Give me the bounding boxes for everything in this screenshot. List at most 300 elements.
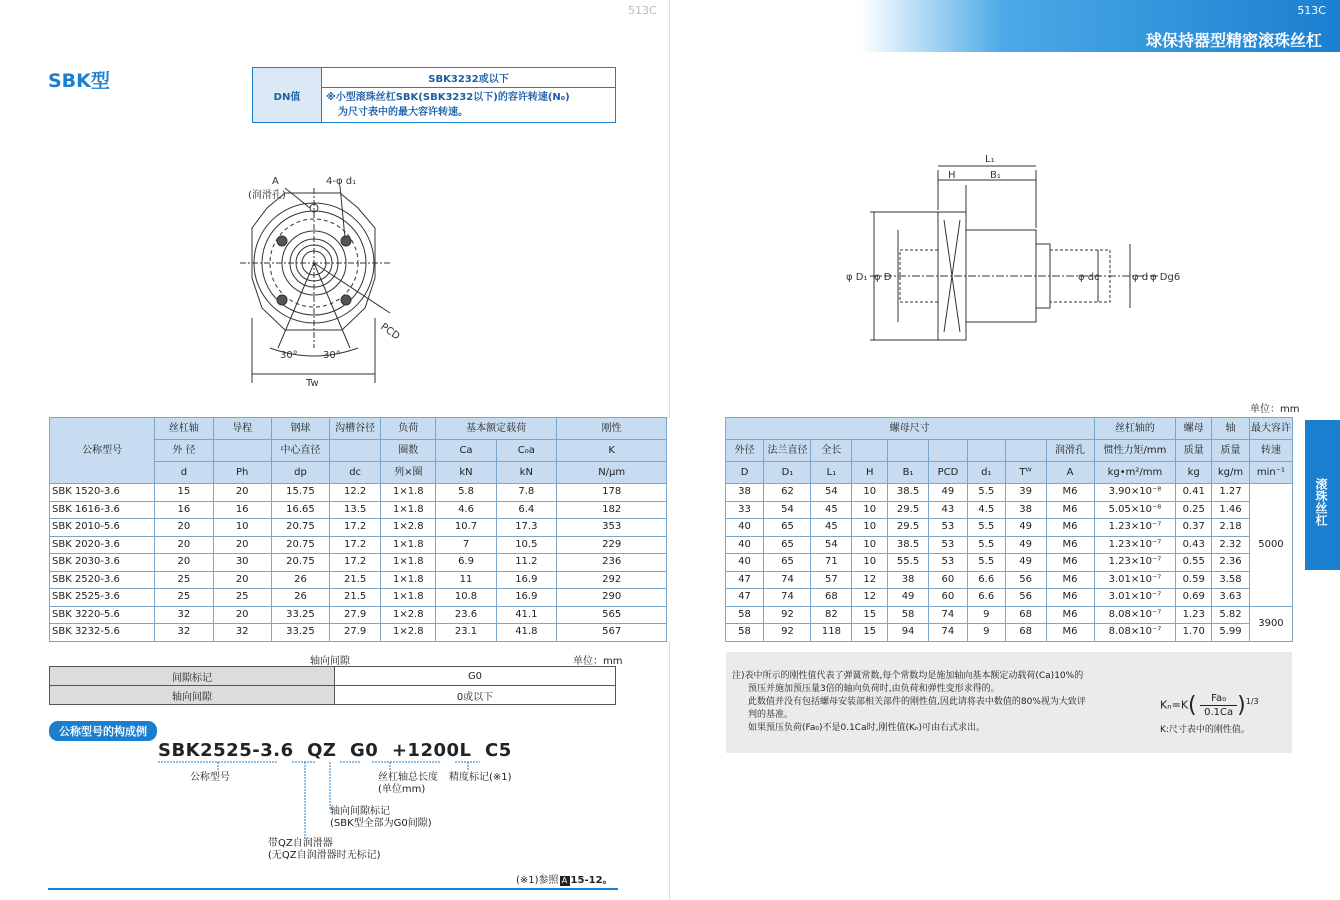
table-cell: 60	[929, 589, 968, 607]
table-cell: 20.75	[271, 536, 329, 554]
clearance-label-1: 间隙标记	[50, 667, 335, 686]
table-cell: 1×2.8	[381, 606, 436, 624]
col-load: 负荷	[381, 418, 436, 440]
table-cell: 0.55	[1176, 554, 1212, 572]
table-cell: 62	[764, 484, 811, 502]
col-nut: 螺母尺寸	[725, 418, 1094, 440]
table-cell: 0.43	[1176, 536, 1212, 554]
caption-qz-1: 带QZ自润滑器	[268, 838, 333, 849]
table-cell: SBK 3220-5.6	[50, 606, 155, 624]
table-cell: 1×2.8	[381, 624, 436, 642]
unit-L1: L₁	[811, 462, 852, 484]
table-cell: M6	[1046, 624, 1094, 642]
table-row	[50, 501, 1293, 519]
clearance-value-2: 0或以下	[335, 686, 616, 705]
table-cell: 55.5	[888, 554, 929, 572]
table-cell: 38.5	[888, 484, 929, 502]
table-row	[50, 536, 1293, 554]
table-cell: 49	[1005, 536, 1046, 554]
table-cell: M6	[1046, 519, 1094, 537]
table-cell: 5.5	[967, 484, 1005, 502]
col-len: 全长	[811, 440, 852, 462]
unit-B1: B₁	[888, 462, 929, 484]
table-cell: 25	[155, 589, 213, 607]
table-cell: 1.23×10⁻⁷	[1094, 519, 1176, 537]
table-cell: 6.4	[496, 501, 556, 519]
table-cell: SBK 1616-3.6	[50, 501, 155, 519]
table-cell: 16.65	[271, 501, 329, 519]
unit-d: d	[155, 462, 213, 484]
col-flange: 法兰直径	[764, 440, 811, 462]
col-rated: 基本额定载荷	[436, 418, 557, 440]
unit-PCD: PCD	[929, 462, 968, 484]
table-cell: 1.23×10⁻⁷	[1094, 536, 1176, 554]
nut-side-view-drawing	[840, 150, 1200, 350]
table-cell: 58	[725, 606, 764, 624]
col-shaft-2: 外 径	[155, 440, 213, 462]
table-cell: 54	[764, 501, 811, 519]
table-cell: 74	[929, 606, 968, 624]
table-cell: 56	[1005, 571, 1046, 589]
table-cell: 40	[725, 536, 764, 554]
page-number-left: 513C	[628, 4, 657, 17]
table-cell: 567	[556, 624, 666, 642]
caption-length-1: 丝杠轴总长度	[378, 772, 438, 783]
table-cell: 92	[764, 606, 811, 624]
table-cell: 1.27	[1212, 484, 1250, 502]
header-title: 球保持器型精密滚珠丝杠	[1145, 31, 1322, 50]
dn-line1: ※小型滚珠丝杠SBK(SBK3232以下)的容许转速(N₀)	[326, 92, 570, 103]
formula-fraction	[1200, 692, 1237, 719]
table-cell: 5.82	[1212, 606, 1250, 624]
unit-ca: kN	[436, 462, 496, 484]
table-cell: 65	[764, 554, 811, 572]
table-cell: 41.1	[496, 606, 556, 624]
col-lub: 润滑孔	[1046, 440, 1094, 462]
table-cell: 5.5	[967, 554, 1005, 572]
table-cell: 49	[1005, 519, 1046, 537]
table-cell: 5.99	[1212, 624, 1250, 642]
table-cell: 41.8	[496, 624, 556, 642]
table-cell: SBK 1520-3.6	[50, 484, 155, 502]
table-cell: 33.25	[271, 624, 329, 642]
table-cell: 92	[764, 624, 811, 642]
col-d1-blank	[967, 440, 1005, 462]
table-cell: 32	[155, 606, 213, 624]
table-cell: 29.5	[888, 519, 929, 537]
clearance-unit: 单位：mm	[573, 656, 623, 667]
table-cell: 353	[556, 519, 666, 537]
note-line-5: 如果预压负荷(Fa₀)不是0.1Ca时,刚性值(Kₙ)可由右式求出。	[748, 723, 985, 733]
unit-d1: d₁	[967, 462, 1005, 484]
table-cell: M6	[1046, 571, 1094, 589]
col-load-2: 圈数	[381, 440, 436, 462]
table-cell: 39	[1005, 484, 1046, 502]
table-cell: 74	[929, 624, 968, 642]
table-cell: 5.8	[436, 484, 496, 502]
col-inertia: 丝杠轴的	[1094, 418, 1176, 440]
table-cell: 47	[725, 571, 764, 589]
table-cell: 7	[436, 536, 496, 554]
table-cell: 20	[213, 571, 271, 589]
col-mass-nut: 螺母	[1176, 418, 1212, 440]
gap-cell	[667, 554, 725, 572]
nut-front-view-drawing	[230, 168, 440, 398]
table-cell: 38	[725, 484, 764, 502]
table-cell: 1×1.8	[381, 536, 436, 554]
table-cell: 32	[213, 624, 271, 642]
caption-qz	[268, 838, 381, 862]
table-cell: 10	[852, 554, 888, 572]
caption-length-2: (单位mm)	[378, 784, 426, 795]
table-body	[50, 484, 1293, 642]
formula-num: Fa₀	[1200, 692, 1237, 706]
clearance-value-1: G0	[335, 667, 616, 686]
col-mass-nut-2: 质量	[1176, 440, 1212, 462]
unit-speed: min⁻¹	[1249, 462, 1292, 484]
table-cell: 5.05×10⁻⁸	[1094, 501, 1176, 519]
table-cell: 53	[929, 554, 968, 572]
table-cell: 38	[888, 571, 929, 589]
table-cell: 54	[811, 536, 852, 554]
table-cell: 49	[929, 484, 968, 502]
table-cell: 38.5	[888, 536, 929, 554]
table-cell: 33.25	[271, 606, 329, 624]
table-cell: 20	[213, 484, 271, 502]
table-cell: 26	[271, 571, 329, 589]
table-cell: 43	[929, 501, 968, 519]
max-speed-cell: 5000	[1249, 484, 1292, 607]
table-row	[50, 519, 1293, 537]
label-phi-d-shaft: φ d	[1132, 272, 1149, 283]
label-pcd: PCD	[378, 321, 402, 343]
table-cell: 53	[929, 519, 968, 537]
table-cell: 56	[1005, 589, 1046, 607]
table-row	[50, 571, 1293, 589]
table-cell: 15.75	[271, 484, 329, 502]
unit-dp: dp	[271, 462, 329, 484]
table-cell: 16.9	[496, 571, 556, 589]
note-box	[726, 652, 1292, 753]
dn-text	[322, 88, 616, 123]
table-cell: 9	[967, 606, 1005, 624]
table-cell: 15	[852, 624, 888, 642]
reference-a-icon: A	[560, 876, 570, 886]
table-cell: 27.9	[330, 606, 381, 624]
unit-turns: 列×圈	[381, 462, 436, 484]
label-l1: L₁	[985, 154, 995, 165]
table-cell: SBK 2525-3.6	[50, 589, 155, 607]
table-cell: 182	[556, 501, 666, 519]
table-cell: 1.46	[1212, 501, 1250, 519]
table-cell: 1×1.8	[381, 554, 436, 572]
col-c0a: C₀a	[496, 440, 556, 462]
unit-mass-nut: kg	[1176, 462, 1212, 484]
table-cell: 74	[764, 571, 811, 589]
table-cell: 23.6	[436, 606, 496, 624]
col-ca: Ca	[436, 440, 496, 462]
label-a: A	[272, 176, 279, 187]
table-cell: 68	[1005, 606, 1046, 624]
table-cell: 20	[155, 536, 213, 554]
table-cell: SBK 2030-3.6	[50, 554, 155, 572]
gap-cell	[667, 589, 725, 607]
label-angle-2: 30°	[323, 350, 341, 361]
formula: Kₙ=K( $\frac{\text{Fa₀}}{0.1Ca}$ )$^{1/3}$	[1160, 693, 1259, 718]
model-config-pill: 公称型号的构成例	[49, 721, 157, 741]
table-cell: 2.32	[1212, 536, 1250, 554]
col-mass-shaft-2: 质量	[1212, 440, 1250, 462]
side-tab	[1305, 420, 1340, 570]
table-cell: M6	[1046, 501, 1094, 519]
table-cell: 82	[811, 606, 852, 624]
label-h: H	[948, 170, 956, 181]
table-cell: 15	[155, 484, 213, 502]
clearance-table	[49, 666, 616, 705]
table-cell: 6.6	[967, 589, 1005, 607]
gap-cell	[667, 484, 725, 502]
table-cell: 1×1.8	[381, 501, 436, 519]
table-cell: 21.5	[330, 571, 381, 589]
table-cell: 68	[811, 589, 852, 607]
table-row	[50, 554, 1293, 572]
table-cell: 236	[556, 554, 666, 572]
table-cell: 5.5	[967, 519, 1005, 537]
table-cell: 2.36	[1212, 554, 1250, 572]
table-cell: 0.69	[1176, 589, 1212, 607]
table-cell: 15	[852, 606, 888, 624]
table-cell: 40	[725, 519, 764, 537]
caption-clearance	[330, 806, 432, 830]
col-speed: 最大容许	[1249, 418, 1292, 440]
caption-model: 公称型号	[190, 772, 230, 783]
table-cell: 0.41	[1176, 484, 1212, 502]
table-cell: 1.23	[1176, 606, 1212, 624]
note-line-3: 此数值并没有包括螺母安装部相关部件的刚性值,因此请将表中数值的80%视为大致评	[748, 697, 1086, 707]
label-phi-dc: φ dc	[1078, 272, 1100, 283]
label-lub-hole: (润滑孔)	[248, 190, 286, 201]
table-cell: 1×1.8	[381, 589, 436, 607]
col-lead: 导程	[213, 418, 271, 440]
table-cell: 65	[764, 536, 811, 554]
page-number-right: 513C	[1297, 4, 1326, 17]
table-cell: 94	[888, 624, 929, 642]
table-row	[50, 484, 1293, 502]
unit-H: H	[852, 462, 888, 484]
table-cell: 0.25	[1176, 501, 1212, 519]
table-cell: SBK 3232-5.6	[50, 624, 155, 642]
table-cell: 5.5	[967, 536, 1005, 554]
table-cell: 3.63	[1212, 589, 1250, 607]
table-cell: 10.8	[436, 589, 496, 607]
table-cell: 20	[213, 606, 271, 624]
table-row	[50, 624, 1293, 642]
table-cell: 1.23×10⁻⁷	[1094, 554, 1176, 572]
col-b1-blank	[888, 440, 929, 462]
side-tab-label: 滚珠丝杠	[1314, 478, 1328, 526]
col-tw-blank	[1005, 440, 1046, 462]
reference-note	[516, 875, 613, 887]
header-band	[860, 0, 1340, 52]
table-cell: 65	[764, 519, 811, 537]
col-model: 公称型号	[50, 418, 155, 484]
model-code-text: SBK2525-3.6 QZ G0 +1200L C5	[158, 740, 512, 761]
table-cell: 4.6	[436, 501, 496, 519]
table-cell: 47	[725, 589, 764, 607]
gap-cell	[667, 501, 725, 519]
spec-table	[49, 417, 1293, 642]
formula-left: Kₙ=K	[1160, 698, 1189, 712]
table-cell: 12	[852, 589, 888, 607]
dn-heading: SBK3232或以下	[322, 68, 616, 88]
table-cell: 10.5	[496, 536, 556, 554]
table-cell: 9	[967, 624, 1005, 642]
table-cell: 38	[1005, 501, 1046, 519]
caption-qz-2: (无QZ自润滑器时无标记)	[268, 850, 381, 861]
col-groove-2	[330, 440, 381, 462]
table-cell: 58	[725, 624, 764, 642]
table-cell: M6	[1046, 589, 1094, 607]
label-angle-1: 30°	[280, 350, 298, 361]
table-cell: SBK 2020-3.6	[50, 536, 155, 554]
col-ball: 钢球	[271, 418, 329, 440]
table-cell: 25	[213, 589, 271, 607]
table-cell: 20	[155, 554, 213, 572]
note-line-1: 注)表中所示的刚性值代表了弹簧常数,每个常数均是施加轴向基本额定动载荷(Ca)10%的	[732, 671, 1084, 681]
unit-ph: Ph	[213, 462, 271, 484]
formula-k-note: K:尺寸表中的刚性值。	[1160, 725, 1250, 735]
table-cell: 3.90×10⁻⁸	[1094, 484, 1176, 502]
table-cell: 54	[811, 484, 852, 502]
table-cell: 3.01×10⁻⁷	[1094, 589, 1176, 607]
label-b1: B₁	[990, 170, 1001, 181]
max-speed-cell: 3900	[1249, 606, 1292, 641]
col-pcd-blank	[929, 440, 968, 462]
table-cell: 12.2	[330, 484, 381, 502]
col-shaft: 丝杠轴	[155, 418, 213, 440]
col-h-blank	[852, 440, 888, 462]
table-cell: 4.5	[967, 501, 1005, 519]
col-k: K	[556, 440, 666, 462]
label-tw: Tw	[306, 378, 319, 389]
col-od: 外径	[725, 440, 764, 462]
table-cell: 30	[213, 554, 271, 572]
dn-line2: 为尺寸表中的最大容许转速。	[338, 107, 468, 118]
table-cell: 12	[852, 571, 888, 589]
table-cell: 8.08×10⁻⁷	[1094, 606, 1176, 624]
label-phi-d1: φ D₁	[846, 272, 868, 283]
table-cell: 1×1.8	[381, 484, 436, 502]
clearance-label-2: 轴向间隙	[50, 686, 335, 705]
table-cell: 20.75	[271, 519, 329, 537]
table-cell: M6	[1046, 554, 1094, 572]
table-cell: 40	[725, 554, 764, 572]
dn-box	[252, 67, 616, 123]
table-cell: 17.2	[330, 554, 381, 572]
table-cell: 45	[811, 519, 852, 537]
unit-D: D	[725, 462, 764, 484]
table-cell: 565	[556, 606, 666, 624]
table-cell: 20.75	[271, 554, 329, 572]
table-cell: 49	[888, 589, 929, 607]
unit-c0a: kN	[496, 462, 556, 484]
table-cell: M6	[1046, 606, 1094, 624]
table-cell: 8.08×10⁻⁷	[1094, 624, 1176, 642]
table-cell: 292	[556, 571, 666, 589]
table-cell: 27.9	[330, 624, 381, 642]
table-cell: 17.2	[330, 536, 381, 554]
table-cell: 10.7	[436, 519, 496, 537]
table-cell: 26	[271, 589, 329, 607]
table-cell: 6.9	[436, 554, 496, 572]
table-cell: 71	[811, 554, 852, 572]
table-cell: 49	[1005, 554, 1046, 572]
table-cell: 53	[929, 536, 968, 554]
table-cell: 1.70	[1176, 624, 1212, 642]
reference-text: (※1)参照	[516, 875, 559, 886]
note-line-4: 判的基准。	[748, 710, 794, 720]
unit-dc: dc	[330, 462, 381, 484]
table-cell: 3.58	[1212, 571, 1250, 589]
table-cell: 68	[1005, 624, 1046, 642]
table-cell: 10	[852, 484, 888, 502]
unit-label: 单位：mm	[1250, 404, 1300, 415]
formula-exp: 1/3	[1245, 696, 1259, 706]
dn-label: DN值	[253, 68, 322, 123]
table-cell: 10	[852, 501, 888, 519]
table-cell: 25	[155, 571, 213, 589]
table-cell: 229	[556, 536, 666, 554]
table-cell: 2.18	[1212, 519, 1250, 537]
footer-rule	[48, 888, 618, 890]
table-cell: 118	[811, 624, 852, 642]
col-gap	[667, 418, 725, 484]
col-stiff: 刚性	[556, 418, 666, 440]
gap-cell	[667, 536, 725, 554]
label-phi-d: φ D	[874, 272, 892, 283]
table-cell: 21.5	[330, 589, 381, 607]
caption-clearance-1: 轴向间隙标记	[330, 806, 390, 817]
table-cell: 11.2	[496, 554, 556, 572]
caption-accuracy: 精度标记(※1)	[449, 772, 512, 783]
table-cell: 10	[852, 519, 888, 537]
col-lead-2	[213, 440, 271, 462]
table-cell: 10	[852, 536, 888, 554]
gap-cell	[667, 606, 725, 624]
col-ball-2: 中心直径	[271, 440, 329, 462]
section-title: SBK型	[48, 70, 110, 92]
unit-inertia: kg•m²/mm	[1094, 462, 1176, 484]
table-cell: SBK 2520-3.6	[50, 571, 155, 589]
gap-cell	[667, 519, 725, 537]
note-text	[732, 670, 1086, 735]
table-cell: 16	[213, 501, 271, 519]
caption-length	[378, 772, 438, 796]
gap-cell	[667, 571, 725, 589]
caption-clearance-2: (SBK型全部为G0间隙)	[330, 818, 432, 829]
table-cell: 290	[556, 589, 666, 607]
table-cell: M6	[1046, 536, 1094, 554]
clearance-title: 轴向间隙	[310, 656, 350, 667]
table-cell: 23.1	[436, 624, 496, 642]
table-cell: 178	[556, 484, 666, 502]
unit-mass-shaft: kg/m	[1212, 462, 1250, 484]
table-cell: 16.9	[496, 589, 556, 607]
table-cell: 10	[213, 519, 271, 537]
table-cell: 11	[436, 571, 496, 589]
reference-page: 15-12。	[570, 875, 613, 886]
unit-D1: D₁	[764, 462, 811, 484]
